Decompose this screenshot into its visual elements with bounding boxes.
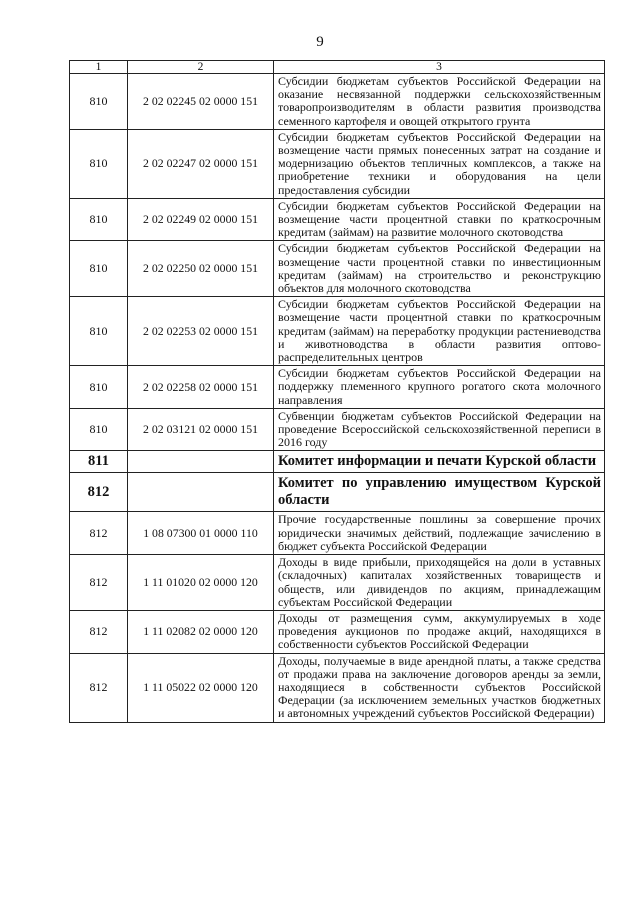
admin-code-cell: 810 [70, 408, 128, 451]
table-row [70, 408, 605, 451]
budget-code-cell: 2 02 02249 02 0000 151 [128, 198, 274, 241]
admin-code-cell: 810 [70, 198, 128, 241]
column-number-row [70, 61, 605, 74]
table-row [70, 610, 605, 653]
section-header-row [70, 451, 605, 473]
budget-code-cell: 2 02 03121 02 0000 151 [128, 408, 274, 451]
description-cell: Субсидии бюджетам субъектов Российской Федерации на поддержку племенного крупного рогатого скота молочного направления [274, 366, 605, 409]
section-header-row [70, 473, 605, 512]
budget-code-cell: 2 02 02247 02 0000 151 [128, 129, 274, 198]
table-row [70, 653, 605, 722]
table-row [70, 129, 605, 198]
budget-code-cell [128, 451, 274, 473]
admin-code-cell: 810 [70, 366, 128, 409]
description-cell: Субвенции бюджетам субъектов Российской Федерации на проведение Всероссийской сельскохозяйственной переписи в 2016 году [274, 408, 605, 451]
description-cell: Комитет информации и печати Курской области [274, 451, 605, 473]
page-number: 9 [316, 34, 324, 50]
admin-code-cell: 812 [70, 610, 128, 653]
admin-code-cell: 812 [70, 512, 128, 555]
column-header-2: 2 [128, 61, 274, 74]
column-header-1: 1 [70, 61, 128, 74]
description-cell: Субсидии бюджетам субъектов Российской Федерации на возмещение части процентной ставки по инвестиционным кредитам (займам) на строительство и реконструкцию объектов для молочного скотоводства [274, 241, 605, 297]
admin-code-cell: 810 [70, 241, 128, 297]
admin-code-cell: 810 [70, 129, 128, 198]
description-cell: Доходы от размещения сумм, аккумулируемых в ходе проведения аукционов по продаже акций, находящихся в собственности субъектов Российской Федерации [274, 610, 605, 653]
table-row [70, 555, 605, 611]
table-row [70, 198, 605, 241]
revenue-codes-table [69, 60, 605, 723]
budget-code-cell [128, 473, 274, 512]
column-header-3: 3 [274, 61, 605, 74]
description-cell: Субсидии бюджетам субъектов Российской Федерации на возмещение части прямых понесенных затрат на создание и модернизацию объектов тепличных комплексов, а также на приобретение техники и оборудования на цели предоставления субсидии [274, 129, 605, 198]
budget-code-cell: 2 02 02245 02 0000 151 [128, 74, 274, 130]
description-cell: Субсидии бюджетам субъектов Российской Федерации на возмещение части процентной ставки по краткосрочным кредитам (займам) на развитие молочного скотоводства [274, 198, 605, 241]
description-cell: Комитет по управлению имуществом Курской области [274, 473, 605, 512]
table-row [70, 297, 605, 366]
admin-code-cell: 812 [70, 473, 128, 512]
admin-code-cell: 810 [70, 74, 128, 130]
description-cell: Доходы, получаемые в виде арендной платы, а также средства от продажи права на заключение договоров аренды за земли, находящиеся в собственности субъектов Российской Федерации (за исключением земельных участков бюджетных и автономных учреждений субъектов Российской Федерации) [274, 653, 605, 722]
table-row [70, 241, 605, 297]
admin-code-cell: 810 [70, 297, 128, 366]
description-cell: Прочие государственные пошлины за совершение прочих юридически значимых действий, подлежащие зачислению в бюджет субъекта Российской Федерации [274, 512, 605, 555]
budget-code-cell: 1 11 05022 02 0000 120 [128, 653, 274, 722]
description-cell: Субсидии бюджетам субъектов Российской Федерации на возмещение части процентной ставки по краткосрочным кредитам (займам) на переработку продукции растениеводства и животноводства в области развития оптово-распределительных центров [274, 297, 605, 366]
budget-code-cell: 2 02 02250 02 0000 151 [128, 241, 274, 297]
table-row [70, 366, 605, 409]
admin-code-cell: 812 [70, 555, 128, 611]
description-cell: Субсидии бюджетам субъектов Российской Федерации на оказание несвязанной поддержки сельскохозяйственным товаропроизводителям в области развития производства семенного картофеля и овощей открытого грунта [274, 74, 605, 130]
table-row [70, 74, 605, 130]
budget-code-cell: 1 08 07300 01 0000 110 [128, 512, 274, 555]
admin-code-cell: 812 [70, 653, 128, 722]
table-row [70, 512, 605, 555]
budget-code-cell: 1 11 02082 02 0000 120 [128, 610, 274, 653]
budget-code-cell: 1 11 01020 02 0000 120 [128, 555, 274, 611]
budget-code-cell: 2 02 02253 02 0000 151 [128, 297, 274, 366]
description-cell: Доходы в виде прибыли, приходящейся на доли в уставных (складочных) капиталах хозяйственных товариществ и обществ, или дивидендов по акциям, принадлежащим субъектам Российской Федерации [274, 555, 605, 611]
admin-code-cell: 811 [70, 451, 128, 473]
budget-code-cell: 2 02 02258 02 0000 151 [128, 366, 274, 409]
